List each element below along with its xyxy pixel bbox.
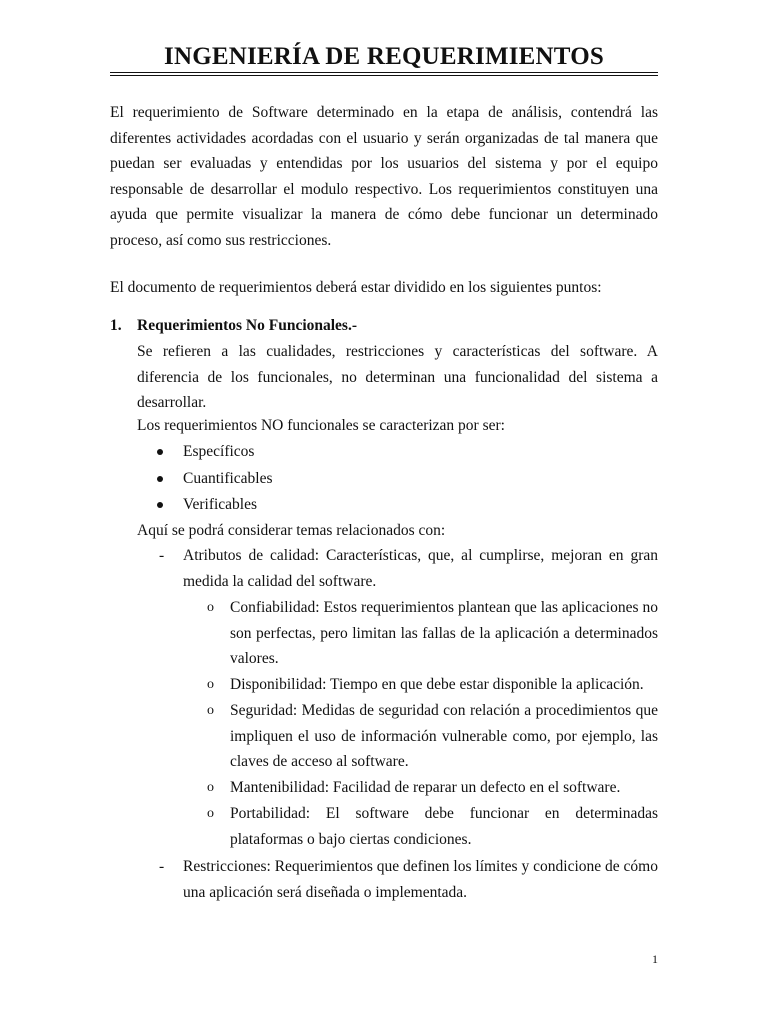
section-title: Requerimientos No Funcionales.- [137, 317, 358, 334]
title-rule-top [110, 72, 658, 73]
restrictions-text: Restricciones: Requerimientos que definen los límites y condicione de cómo una aplicación será diseñada o implementada. [183, 858, 658, 901]
list-item: Verificables [137, 492, 537, 519]
characteristics-list [137, 439, 537, 519]
topics-lead: Aquí se podrá considerar temas relacionados con: [137, 522, 446, 539]
characteristics-lead: Los requerimientos NO funcionales se caracterizan por ser: [137, 417, 505, 434]
circle-bullet-icon: o [207, 677, 214, 692]
dash-marker: - [159, 858, 165, 875]
bullet-icon [157, 476, 163, 482]
page-number: 1 [652, 952, 658, 966]
circle-bullet-icon: o [207, 703, 214, 718]
list-item: Específicos [137, 439, 537, 466]
circle-bullet-icon: o [207, 806, 214, 821]
quality-attributes-text: Atributos de calidad: Características, que, al cumplirse, mejoran en gran medida la calidad del software. [183, 547, 658, 590]
circle-bullet-icon: o [207, 780, 214, 795]
bullet-icon [157, 449, 163, 455]
dash-marker: - [159, 547, 165, 564]
page-title: INGENIERÍA DE REQUERIMIENTOS [164, 43, 604, 70]
title-rule-bottom [110, 75, 658, 76]
intro-paragraph: El requerimiento de Software determinado en la etapa de análisis, contendrá las diferentes actividades acordadas con el usuario y serán organizadas de tal manera que puedan ser evaluadas y entendidas por los usuarios del sistema y por el equipo responsable de desarrollar el modulo respectivo. Los requerimientos constituyen una ayuda que permite visualizar la manera de cómo debe funcionar un determinado proceso, así como sus restricciones. [110, 104, 658, 249]
list-item: Cuantificables [137, 466, 537, 493]
document-structure-paragraph: El documento de requerimientos deberá estar dividido en los siguientes puntos: [110, 279, 602, 296]
section-number: 1. [110, 317, 122, 334]
section-intro: Se refieren a las cualidades, restricciones y características del software. A diferencia de los funcionales, no determinan una funcionalidad del sistema a desarrollar. [137, 343, 658, 412]
bullet-icon [157, 502, 163, 508]
document-page: INGENIERÍA DE REQUERIMIENTOS El requerimiento de Software determinado en la etapa de análisis, contendrá las diferentes actividades acordadas con el usuario y serán organizadas de tal manera que puedan ser evaluadas y entendidas por los usuarios del sistema y por el equipo responsable de desarrollar el modulo respectivo. Los requerimientos constituyen una ayuda que permite visualizar la manera de cómo debe funcionar un determinado proceso, así como sus restricciones. El documento de requerimientos deberá estar dividido en los siguientes puntos: 1. Requerimientos No Funcionales.- Se refieren a las cualidades, restricciones y características del software. A diferencia de los funcionales, no determinan una funcionalidad del sistema a desarrollar. Los requerimientos NO funcionales se caracterizan por ser: Específicos Cuantificables Verificables Aquí se podrá considerar temas relacionados con: - Atributos de calidad: Características, que, al cumplirse, mejoran en gran medida la calidad del software. o Confiabilidad: Estos requerimientos plantean que las aplicaciones no son perfectas, pero limitan las fallas de la aplicación a determinados valores. o Disponibilidad: Tiempo en que debe estar disponible la aplicación. o Seguridad: Medidas de seguridad con relación a procedimientos que impliquen el uso de información vulnerable como, por ejemplo, las claves de acceso al software. o Mantenibilidad: Facilidad de reparar un defecto en el software. o Portabilidad: El software debe funcionar en determinadas plataformas o bajo ciertas condiciones. - Restricciones: Requerimientos que definen los límites y condicione de cómo una aplicación será diseñada o implementada. 1 [0, 0, 768, 1024]
circle-bullet-icon: o [207, 600, 214, 615]
